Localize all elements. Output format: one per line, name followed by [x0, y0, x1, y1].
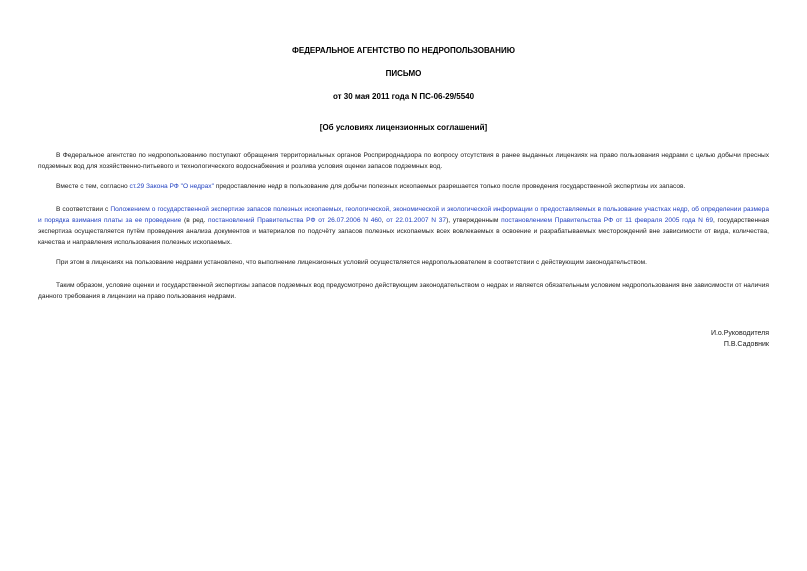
document-page [38, 0, 769, 571]
paragraph-2-text-post: предоставление недр в пользование для добычи полезных ископаемых разрешается только после проведения государственной экспертизы их запасов. [213, 183, 686, 190]
document-date-number: от 30 мая 2011 года N ПС-06-29/5540 [332, 92, 475, 101]
regulation-link[interactable]: Положением о государственной экспертизе запасов полезных ископаемых, геологической, экономической и экологической информации о предоставляемых в пользование участках недр, об определении размера и порядка взимания платы за ее проведение [38, 206, 770, 224]
paragraph-3-text-mid2: , [381, 217, 387, 224]
paragraph-4-text: При этом в лицензиях на пользование недрами установлено, что выполнение лицензионных условий осуществляется недропользователем в соответствии с действующим законодательством. [56, 259, 647, 266]
paragraph-1-text: В Федеральное агентство по недропользованию поступают обращения территориальных органов Росприроднадзора по вопросу отсутствия в ранее выданных лицензиях на право пользования недрами с целью добычи пресных подземных вод для хозяйственно-питьевого и технологического водоснабжения и розлива условия оценки запасов подземных вод. [38, 152, 769, 170]
paragraph-3 [38, 204, 769, 248]
document-subject: [Об условиях лицензионных соглашений] [319, 123, 488, 132]
paragraph-5 [38, 280, 769, 302]
document-type: ПИСЬМО [385, 69, 422, 78]
paragraph-3-text-mid1: (в ред. [181, 217, 209, 224]
paragraph-1 [38, 150, 769, 172]
paragraph-2 [38, 181, 769, 192]
decree-2006-link[interactable]: постановлений Правительства РФ от 26.07.2006 N 460 [208, 217, 382, 224]
decree-2005-link[interactable]: постановлением Правительства РФ от 11 февраля 2005 года N 69 [501, 217, 713, 224]
paragraph-3-text-mid3: ), утвержденным [446, 217, 502, 224]
law-article-link[interactable]: ст.29 Закона РФ "О недрах" [129, 183, 214, 190]
decree-2007-link[interactable]: от 22.01.2007 N 37 [386, 217, 447, 224]
paragraph-4 [38, 257, 769, 268]
signature-position: И.о.Руководителя [710, 330, 769, 337]
paragraph-5-text: Таким образом, условие оценки и государственной экспертизы запасов подземных вод предусмотрено действующим законодательством о недрах и является обязательным условием недропользования вне зависимости от наличия данного требования в лицензии на право пользования недрами. [38, 282, 769, 300]
paragraph-3-text-post: , государственная экспертиза осуществляется путём проведения анализа документов и материалов по подсчёту запасов полезных ископаемых всех вовлекаемых в освоение и разрабатываемых месторождений вне зависимости от вида, количества, качества и направления использования полезных ископаемых. [38, 217, 769, 246]
document-body [38, 150, 769, 311]
agency-title: ФЕДЕРАЛЬНОЕ АГЕНТСТВО ПО НЕДРОПОЛЬЗОВАНИЮ [292, 46, 515, 55]
signature-name: П.В.Садовник [723, 341, 769, 348]
signature-block [711, 328, 769, 350]
paragraph-3-text-pre: В соответствии с [56, 206, 111, 213]
paragraph-2-text-pre: Вместе с тем, согласно [56, 183, 130, 190]
